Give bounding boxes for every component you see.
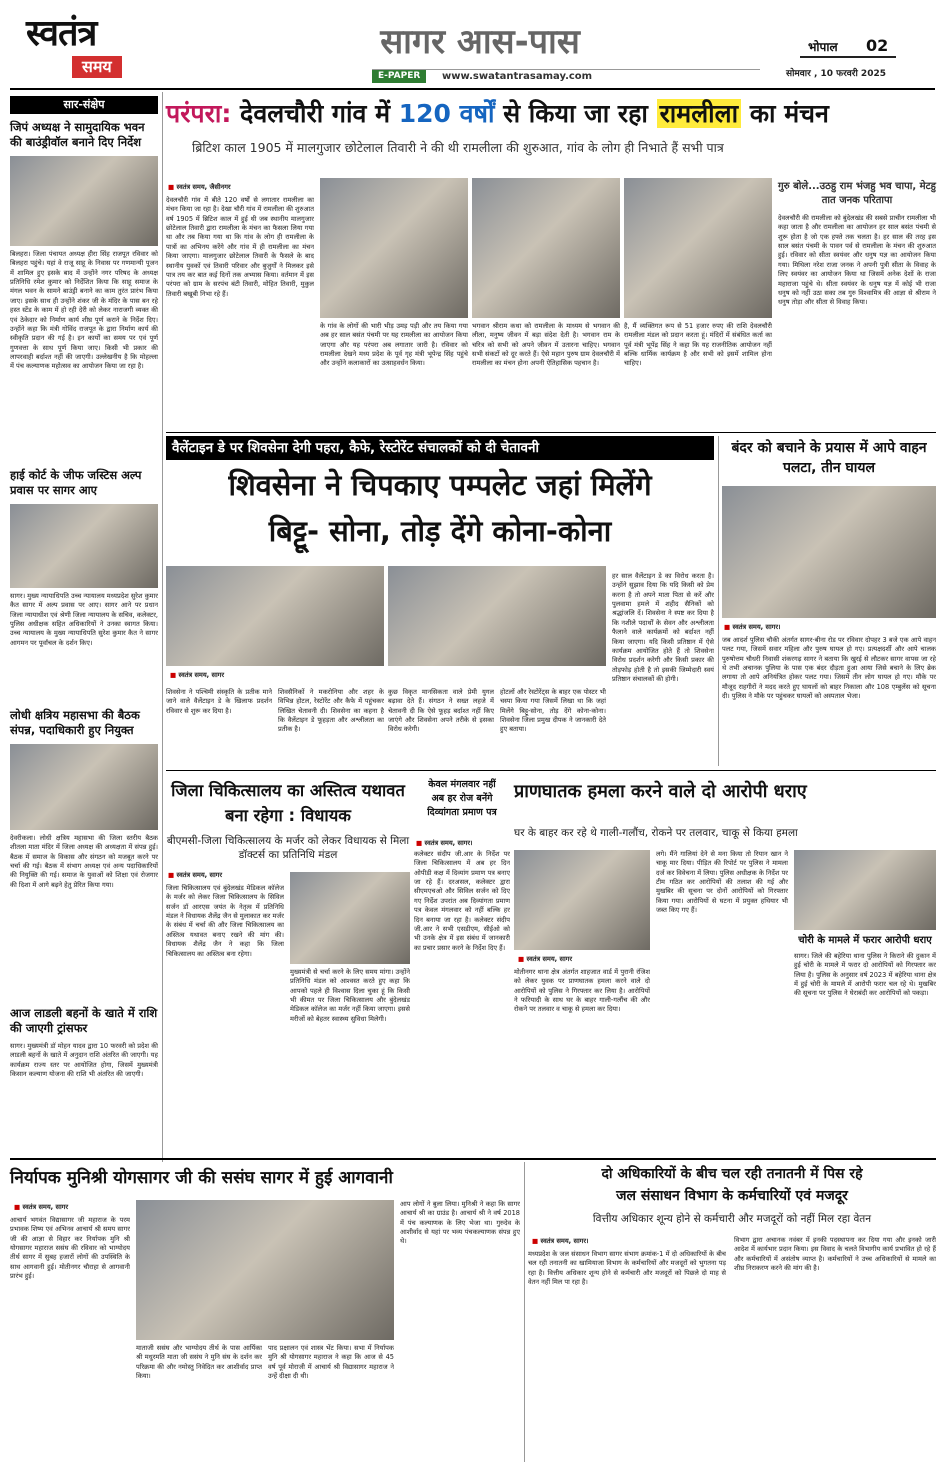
bottom-rule [10,1158,936,1160]
sidebar-header [10,96,158,114]
sidebar-item [10,1006,158,1156]
sidebar-headline: लोधी क्षत्रिय महासभा की बैठक संपन्न, पदाधिकारी हुए नियुक्त [10,708,140,737]
bottom-divider [524,1162,525,1462]
monkey-byline: ■ स्वतंत्र समय, सागर। [724,622,781,631]
wrd-byline: ■ स्वतंत्र समय, सागर। [532,1236,589,1245]
sidebar-divider [162,92,163,1162]
sidebar-headline: हाई कोर्ट के जीफ जस्टिस अल्प प्रवास पर सागर आए [10,468,142,497]
sidebar-headline: आज लाडली बहनों के खाते में राशि की जाएगी ट्रांसफर [10,1006,158,1035]
monkey-headline: बंदर को बचाने के प्रयास में आपे वाहन पलटा, तीन घायल [731,440,927,476]
attack-col2: लगे। मैंने गालियां देने से मना किया तो रियान खान ने चाकू मार दिया। पीड़ित की रिपोर्ट पर पुलिस ने मामला दर्ज कर विवेचना में लिया। पुलिस अधीक्षक के निर्देश पर टीम गठित कर आरोपियों की तलाश की गई और मुखबिर की सूचना पर दोनों आरोपियों को गिरफ्तार किया गया। आरोपियों से घटना में प्रयुक्त हथियार भी जब्त किए गए हैं। [656,850,788,915]
wrd-story [528,1162,936,1462]
attack-byline: ■ स्वतंत्र समय, सागर [518,954,572,963]
sidebar-photo [10,744,158,830]
shivsena-col4: होटलों और रेस्टोरेंट्स के बाहर एक पोस्टर भी चस्पा किया गया जिसमें लिखा था कि जहां मिलेंगे बिट्टू-सोना, तोड़ देंगे कोना-कोना। शिवसेना जिला प्रमुख दीपक ने जानकारी देते हुए बताया। [500,688,606,734]
yogsagar-col4: आप लोगों ने बुला लिया। मुनिश्री ने कहा कि सागर आचार्य श्री का ग्राउंड है। आचार्य श्री ने वर्ष 2018 में पंच कल्याणक के लिए भेजा था। गुरुदेव के आशीर्वाद से यहां पर भव्य पंचकल्याणक संपन्न हुए थे। [400,1200,520,1246]
mangalvar-headline-3: दिव्यांगता प्रमाण पत्र [427,807,497,818]
shivsena-photo-1 [166,566,384,666]
sidebar-headline: जिपं अध्यक्ष ने सामुदायिक भवन की बाउंड्रीवॉल बनाने दिए निर्देश [10,120,145,149]
sidebar-photo [10,504,158,588]
epaper-label: E-PAPER [372,70,426,83]
sidebar-item [10,468,158,703]
hospital-byline: ■ स्वतंत्र समय, सागर [168,870,222,879]
attack-subhead: घर के बाहर कर रहे थे गाली-गलौंच, रोकने पर तलवार, चाकू से किया हमला [514,827,798,839]
wrd-headline-1: दो अधिकारियों के बीच चल रही तनातनी में पिस रहे [601,1166,863,1182]
yogsagar-col1: आचार्य भगवंत विद्यासागर जी महाराज के परम प्रभावक शिष्य एवं अभिनव आचार्य श्री समय सागर जी की आज्ञा से विहार कर निर्यापक मुनि श्री योगसागर महाराज ससंघ की रविवार को भाग्योदय तीर्थ सागर में सुबह हजारों लोगों की उपस्थिति के साथ आगवानी हुई। मोतीनगर चौराहा से आगवानी प्रारंभ हुई। [10,1216,130,1281]
theft-photo [794,850,936,930]
attack-story [514,774,936,1154]
wrd-subhead: वित्तीय अधिकार शून्य होने से कर्मचारी और मजदूरों को नहीं मिल रहा वेतन [592,1213,872,1225]
epaper-bar [372,69,760,83]
page-badge [800,36,896,58]
shivsena-byline: ■ स्वतंत्र समय, सागर [170,670,224,679]
sidebar-item [10,708,158,988]
lead-photo-3 [624,178,772,318]
section-title: सागर आस-पास [380,22,580,62]
website-link[interactable]: www.swatantrasamay.com [442,71,593,82]
lead-headline-d: रामलीला [657,99,742,128]
hospital-headline: जिला चिकित्सालय का अस्तित्व यथावत बना रहेगा : विधायक [171,781,405,825]
attack-col1: मोतीनगर थाना क्षेत्र अंतर्गत शाहजात वार्ड में पुरानी रंजिश को लेकर युवक पर प्राणघातक हमला करने वाले दो आरोपियों को पुलिस ने गिरफ्तार कर लिया है। आरोपियों ने फरियादी के साथ घर के बाहर गाली-गलौंच की और रोकने पर तलवार व चाकू से हमला कर दिया। [514,968,650,1014]
monkey-body: जब आदर्श पुलिस चौकी अंतर्गत सागर-बीना रोड पर रविवार दोपहर 3 बजे एक आपे वाहन पलट गया, जिसमें सवार महिला और पुरुष घायल हो गए। प्रत्यक्षदर्शी और आपे चालक पुरुषोत्तम चौधरी निवासी शंकरगढ़ सागर ने बताया कि खुरई से लौटकर सागर वापस जा रहे थे तभी अचानक पुलिया के पास एक बंदर दौड़ता हुआ आया जिसे बचाने के लिए ब्रेक लगाया तो आपे अनियंत्रित होकर पलट गया। जिसमें तीन लोग घायल हो गए। मौके पर मौजूद राहगीरों ने मदद करते हुए घायलों को बाहर निकाला और 108 एम्बुलेंस को सूचना दी। पुलिस ने मौके पर पहुंचकर घायलों को अस्पताल भेजा। [722,636,936,701]
sidebar-item [10,120,158,470]
lead-story [166,92,936,432]
sidebar [10,92,158,1162]
lead-side-headline: गुरु बोले...उठहु राम भंजहु भव चापा, मेटहु तात जनक परितापा [778,181,936,206]
hospital-col2: मुख्यमंत्री से चर्चा करने के लिए समय मांगा। उन्होंने प्रतिनिधि मंडल को आश्वस्त करते हुए कहा कि आपको पहले ही विश्वास दिला चुका हूं कि किसी भी कीमत पर जिला चिकित्सालय और बुंदेलखंड मेडिकल कॉलेज का मर्जर नहीं किया जाएगा। इससे मरीजों को बेहतर स्वास्थ्य सुविधा मिलेगी। [290,968,410,1023]
mid-rule [166,770,936,771]
wrd-col1: मध्यप्रदेश के जल संसाधन विभाग सागर संभाग क्रमांक-1 में दो अधिकारियों के बीच चल रही तनातनी का खामियाजा विभाग के कर्मचारियों और मजदूरों को भुगतना पड़ रहा है। वित्तीय अधिकार शून्य होने से कर्मचारी और मजदूरों को पिछले दो माह से वेतन नहीं मिल पा रहा है। [528,1250,726,1287]
hospital-col1: जिला चिकित्सालय एवं बुंदेलखंड मेडिकल कॉलेज के मर्जर को लेकर जिला चिकित्सालय के सिविल सर्जन डॉ आरएस जयंत के नेतृत्व में प्रतिनिधि मंडल ने विधायक शैलेंद्र जैन से मुलाकात कर मर्जर के संबंध में चर्चा की और जिला चिकित्सालय का अस्तित्व यथावत बनाए रखने की मांग की। विधायक शैलेंद्र जैन ने कहा कि जिला चिकित्सालय का अस्तित्व बना रहेगा। [166,884,284,958]
lead-col1: देवलचौरी गांव में बीते 120 वर्षों से लगातार रामलीला का मंचन किया जा रहा है। देखा चौरी गांव में रामलीला की शुरुआत वर्ष 1905 में ब्रिटिश काल में हुई थी जब स्थानीय मालगुजार छोटेलाल तिवारी द्वारा रामलीला के मंचन का फैसला लिया गया था और तब किया गया था कि गांव के लोग ही रामलीला के पात्रों का अभिनय करेंगे और गांव में ही रामलीला का मंचन किया जाएगा। मालगुजार छोटेलाल तिवारी के फैसले के बाद स्थानीय युवकों एवं तिवारी परिवार और बुजुर्गों ने मिलकर इसे पात्र तय कर बात कई दिनों तक अभ्यास किया। वर्तमान में इस परंपरा को ग्राम के सरपंच बंटी तिवारी, मोहित तिवारी, मुकुल तिवारी बखूबी निभा रहे हैं। [166,196,314,298]
attack-headline: प्राणघातक हमला करने वाले दो आरोपी धराए [514,781,807,802]
mangalvar-story [414,774,510,1154]
lead-col2: के गांव के लोगों की भारी भीड़ उमड़ पड़ी और तय किया गया अब हर साल बसंत पंचमी पर यह रामलीला का आयोजन किया जाएगा और यह परंपरा अब लगातार जारी है। रविवार को रामलीला देखने मध्य प्रदेश के पूर्व गृह मंत्री भूपेन्द्र सिंह पहुंचे और उन्होंने कलाकारों का उत्साहवर्धन किया। [320,322,468,368]
theft-headline: चोरी के मामले में फरार आरोपी धराए [798,935,932,946]
city-label: भोपाल [808,40,838,54]
lead-subhead: ब्रिटिश काल 1905 में मालगुजार छोटेलाल तिवारी ने की थी रामलीला की शुरुआत, गांव के लोग ही निभाते हैं सभी पात्र [192,140,724,155]
mangalvar-body: कलेक्टर संदीप जी.आर के निर्देश पर जिला चिकित्सालय में अब हर दिन ओपीडी कक्ष में दिव्यांग प्रमाण पत्र बनाए जा रहे हैं। दरअसल, कलेक्टर द्वारा सीएमएचओ और सिविल सर्जन को दिए गए निर्देश उपरांत अब दिव्यांगता प्रमाण पत्र केवल मंगलवार को नहीं बल्कि हर दिन बनाया जा रहा है। कलेक्टर संदीप जी.आर ने सभी एसडीएम, सीईओ को भी उनके क्षेत्र में इस संबंध में जानकारी का प्रचार प्रसार करने के निर्देश दिए हैं। [414,850,510,952]
wrd-headline-2: जल संसाधन विभाग के कर्मचारियों एवं मजदूर [616,1188,848,1204]
shivsena-bar: वैलेंटाइन डे पर शिवसेना देगी पहरा, कैफे, रेस्टोरेंट संचालकों को दी चेतावनी [166,436,714,460]
shivsena-col2: शिवसैनिकों ने मकरोनिया और शहर के विभिन्न होटल, रेस्टोरेंट और कैफे में पहुंचकर लिखित चेतावनी दी। शिवसेना का कहना है कि वैलेंटाइन डे फूहड़ता और अश्लीलता का प्रतीक है। [278,688,384,734]
mangalvar-headline-2: अब हर रोज बनेंगे [431,793,493,804]
yogsagar-story [10,1162,520,1462]
shivsena-col3: कुछ विकृत मानसिकता वाले प्रेमी युगल बढ़ावा देते हैं। संगठन ने सख्त लहजे में चेतावनी दी कि ऐसे फूहड़ बर्दाश्त नहीं किए जाएंगे और शिवसेना अपने तरीके से इसका विरोध करेगी। [388,688,494,734]
lead-rule [166,432,936,433]
lead-headline [166,98,936,130]
sidebar-body: सागर। मुख्यमंत्री डॉ मोहन यादव द्वारा 10 फरवरी को प्रदेश की लाडली बहनों के खाते में अनुदान राशि अंतरित की जाएगी। यह कार्यक्रम राज्य स्तर पर आयोजित होगा, जिसमें मुख्यमंत्री किसान कल्याण योजना की राशि भी अंतरित की जाएगी। [10,1042,158,1079]
sidebar-photo [10,156,158,246]
shivsena-divider [718,436,719,766]
yogsagar-headline: निर्यापक मुनिश्री योगसागर जी की ससंघ सागर में हुई आगवानी [10,1168,393,1188]
shivsena-story [166,436,714,768]
wrd-col2: विभाग द्वारा अचानक नवंबर में इनकी पदस्थापना कर दिया गया और इनको जारी आदेश में कार्यभार प्रदान किया। इस विवाद के चलते विभागीय कार्य प्रभावित हो रहे हैं और कर्मचारियों में असंतोष व्याप्त है। कर्मचारियों ने उच्च अधिकारियों से मामले का शीघ्र निराकरण करने की मांग की है। [734,1236,936,1273]
shivsena-headline-1: शिवसेना ने चिपकाए पम्पलेट जहां मिलेंगे [228,468,652,502]
lead-col3: भगवान श्रीराम कथा को रामलीला के माध्यम से भगवान की लीला, मनुष्य जीवन में बड़ा संदेश देती है। भगवान राम के चरित्र को सभी को अपने जीवन में उतारना चाहिए। भगवान सभी संकटों को दूर करते हैं। ऐसे महान पुरुष ग्राम देवलचौरी में रामलीला का मंचन होना अपनी ऐतिहासिक पहचान है। [472,322,620,368]
logo-bottom: समय [72,56,122,78]
sidebar-body: बिलहरा। जिला पंचायत अध्यक्ष हीरा सिंह राजपूत रविवार को बिलहरा पहुंचे। यहां वे राजू साहू के निवास पर गणमान्यी पूजन में शामिल हुए इसके बाद में उन्होंने नगर परिषद के अध्यक्ष प्रतिनिधि रमेश कुमार को निर्देशित किया कि साहू समाज के मंगल भवन के सामने बाउंड्री बनाने का काम तुरंत प्रारंभ किया जाए। इसके साथ ही उन्होंने शंकर जी के मंदिर के पास बन रहे हस्त स्टेंड के काम में हो रही देरी को लेकर नाराजगी व्यक्त की एवं ठेकेदार को निर्माण कार्य शीघ्र पूर्ण कराने के निर्देश दिए। उन्होंने कहा कि मंत्री गोविंद राजपूत के द्वारा निर्माण कार्य की स्वीकृति प्रदान की गई है। इन कार्यों का समय पर एवं पूर्ण गुणवत्ता के साथ पूर्ण किया जाए। किसी भी प्रकार की लापरवाही बर्दाश्त नहीं की जाएगी। उल्लेखनीय है कि मोहल्ला में पंच कल्याणक महोत्सव का आयोजन किया जा रहा है। [10,250,158,371]
lead-headline-b: 120 वर्षों [398,99,495,128]
yogsagar-byline: ■ स्वतंत्र समय, सागर [14,1202,68,1211]
hospital-photo [290,872,410,964]
lead-kicker: परंपरा: [166,99,232,128]
monkey-photo [722,486,936,618]
mangalvar-headline-1: केवल मंगलवार नहीं [428,779,496,790]
lead-side-body: देवलचौरी की रामलीला को बुंदेलखंड की सबसे प्राचीन रामलीला भी कहा जाता है और रामलीला का आयोजन हर साल बसंत पंचमी से शुरू होता है जो एक हफ्ते तक चलता है। हर साल की तरह इस साल बसंत पंचमी के पावन पर्व से रामलीला के मंचन की शुरुआत हुई। रविवार को सीता स्वयंवर और धनुष यज्ञ का आयोजन किया गया। मिथिला नरेश राजा जनक ने अपनी पुत्री सीता के विवाह के लिए स्वयंवर का आयोजन किया था जिसमें अनेक देशों के राजा महाराजा पहुंचे थे। सीता स्वयंवर के धनुष यज्ञ में कोई भी राजा धनुष को नहीं उठा सका तब गुरु विश्वामित्र की आज्ञा से श्रीराम ने धनुष तोड़ा और सीता से विवाह किया। [778,214,936,307]
sidebar-header-text: सार-संक्षेप [63,98,105,111]
lead-photo-2 [472,178,620,318]
lead-photo-1 [320,178,468,318]
logo-top: स्वतंत्र [26,13,97,54]
issue-date: सोमवार , 10 फरवरी 2025 [786,69,886,79]
yogsagar-photo [136,1200,394,1340]
shivsena-photo-2 [388,566,606,666]
lead-headline-a: देवलचौरी गांव में [240,99,391,128]
lead-headline-c: से किया जा रहा [503,99,648,128]
shivsena-col1: शिवसेना ने पश्चिमी संस्कृति के प्रतीक माने जाने वाले वैलेंटाइन डे के खिलाफ प्रदर्शन रविवार से शुरू कर दिया है। [166,688,272,715]
hospital-subhead: बीएमसी-जिला चिकित्सालय के मर्जर को लेकर विधायक से मिला डॉक्टर्स का प्रतिनिधि मंडल [166,835,410,861]
mangalvar-byline: ■ स्वतंत्र समय, सागर। [416,838,473,847]
attack-photo [514,850,650,950]
yogsagar-col3: पाद प्रक्षालन एवं शास्त्र भेंट किया। सभा में निर्यापक मुनि श्री योगसागर महाराज ने कहा कि आज से 45 वर्ष पूर्व मोराजी में आचार्य श्री विद्यासागर महाराज ने उन्हें दीक्षा दी थी। [268,1344,394,1381]
masthead-rule [10,88,935,90]
lead-byline: ■ स्वतंत्र समय, जैसीनगर [168,182,231,191]
shivsena-headline-2: बिट्टू- सोना, तोड़ देंगे कोना-कोना [268,514,612,548]
sidebar-body: सागर। मुख्य न्यायाधिपति उच्च न्यायालय मध्यप्रदेश सुरेश कुमार कैत सागर में अल्प प्रवास पर आए। सागर आने पर प्रधान जिला न्यायाधीश एवं श्रेणी जिला न्यायालय के सचिव, कलेक्टर, पुलिस अधीक्षक सहित अधिकारियों ने उनका स्वागत किया। उच्च न्यायालय के मुख्य न्यायाधिपति सुरेश कुमार कैत ने सागर आगमन पर पूर्वांचल के दर्शन किए। [10,592,158,647]
sidebar-body: देवरीकला। लोधी क्षत्रिय महासभा की जिला स्तरीय बैठक शीतला माता मंदिर में जिला अध्यक्ष की अध्यक्षता में संपन्न हुई। बैठक में समाज के विकास और संगठन को मजबूत करने पर चर्चा की गई। बैठक में संभाग अध्यक्ष एवं अन्य पदाधिकारियों की नियुक्ति की गई। समाज के युवाओं को शिक्षा एवं रोजगार की दिशा में आगे बढ़ने हेतु प्रेरित किया गया। [10,834,158,889]
masthead [0,0,945,92]
lead-headline-e: का मंचन [749,99,829,128]
theft-body: सागर। जिले की बहेरिया थाना पुलिस ने किराने की दुकान में हुई चोरी के मामले में फरार दो आरोपियों को गिरफ्तार कर लिया है। पुलिस के अनुसार वर्ष 2023 में बहेरिया थाना क्षेत्र में हुई चोरी के मामले में आरोपी फरार चल रहे थे। मुखबिर की सूचना पर पुलिस ने घेराबंदी कर आरोपियों को पकड़ा। [794,952,936,998]
page-number: 02 [866,36,889,55]
yogsagar-col2: माताजी ससंघ और भाग्योदय तीर्थ के पास आर्यिका श्री मधुरमति माता जी ससंघ ने मुनि संघ के दर्शन कर परिक्रमा की और नमोस्तु निवेदित कर आशीर्वाद प्राप्त किया। [136,1344,262,1381]
lead-col4: है, मैं व्यक्तिगत रूप से 51 हजार रुपए की राशि देवलचौरी रामलीला मंडल को प्रदान करता हूं। मंदिरों में संबंधित कर्ता का पूर्व मंत्री भूपेंद्र सिंह ने कहा कि यह राजनीतिक आयोजन नहीं बल्कि धार्मिक कार्यक्रम है और सभी को इसमें शामिल होना चाहिए। [624,322,772,368]
shivsena-col-right: हर साल वैलेंटाइन डे का विरोध करता है। उन्होंने सुझाव दिया कि यदि किसी को प्रेम करना है तो अपने माता पिता से करें और पुलवामा हमले में शहीद सैनिकों को श्रद्धांजलि दें। शिवसेना ने स्पष्ट कर दिया है कि नशीले पदार्थों के सेवन और अश्लीलता फैलाने वाले कार्यक्रमों को बर्दाश्त नहीं किया जाएगा। यदि किसी प्रतिष्ठान में ऐसे कार्यक्रम आयोजित होते हैं तो शिवसेना विरोध प्रदर्शन करेगी और किसी प्रकार की तोड़फोड़ होती है तो इसकी जिम्मेदारी स्वयं प्रतिष्ठान संचालकों की होगी। [612,572,714,683]
logo [26,14,156,80]
hospital-story [166,774,410,1154]
monkey-story [722,436,936,768]
